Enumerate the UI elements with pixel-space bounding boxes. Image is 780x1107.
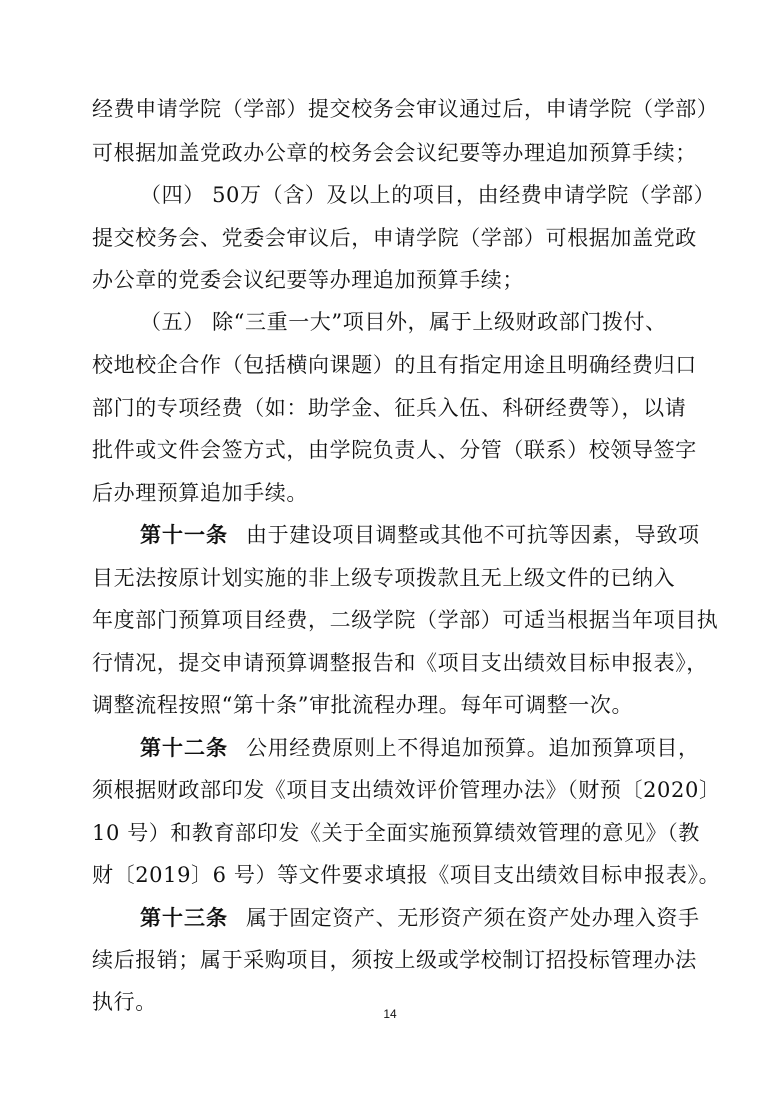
article-heading: 第十一条 — [140, 522, 228, 547]
paragraph-line: 经费申请学院（学部）提交校务会审议通过后，申请学院（学部） — [92, 97, 719, 121]
paragraph-line: 批件或文件会签方式，由学院负责人、分管（联系）校领导签字 — [92, 438, 697, 462]
paragraph-line: 年度部门预算项目经费，二级学院（学部）可适当根据当年项目执 — [92, 608, 719, 632]
paragraph-line: 财〔2019〕6 号）等文件要求填报《项目支出绩效目标申报表》。 — [92, 863, 721, 887]
article-heading: 第十三条 — [140, 905, 228, 930]
article-line — [140, 901, 700, 935]
article-text: 公用经费原则上不得追加预算。追加预算项目， — [246, 736, 700, 760]
page-number: 14 — [383, 1007, 397, 1021]
article-line — [140, 518, 700, 552]
paragraph-line: 后办理预算追加手续。 — [92, 481, 308, 505]
paragraph-line: 续后报销；属于采购项目，须按上级或学校制订招投标管理办法 — [92, 948, 697, 972]
paragraph-line: 须根据财政部印发《项目支出绩效评价管理办法》（财预〔2020〕 — [92, 778, 721, 802]
paragraph-line: 10 号）和教育部印发《关于全面实施预算绩效管理的意见》（教 — [92, 821, 700, 845]
paragraph-line: 校地校企合作（包括横向课题）的且有指定用途且明确经费归口 — [92, 353, 697, 377]
paragraph-line: 提交校务会、党委会审议后，申请学院（学部）可根据加盖党政 — [92, 226, 697, 250]
article-text: 由于建设项目调整或其他不可抗等因素，导致项 — [246, 523, 700, 547]
paragraph-line: 部门的专项经费（如：助学金、征兵入伍、科研经费等），以请 — [92, 396, 687, 420]
paragraph-line: 行情况，提交申请预算调整报告和《项目支出绩效目标申报表》， — [92, 651, 708, 675]
article-line — [140, 731, 700, 765]
paragraph-line: 调整流程按照“第十条”审批流程办理。每年可调整一次。 — [92, 693, 634, 717]
paragraph-line: 办公章的党委会议纪要等办理追加预算手续； — [92, 268, 524, 292]
paragraph-line: 执行。 — [92, 990, 157, 1014]
article-heading: 第十二条 — [140, 735, 228, 760]
paragraph-line: （五） 除“三重一大”项目外，属于上级财政部门拨付、 — [140, 310, 667, 334]
paragraph-line: 可根据加盖党政办公章的校务会会议纪要等办理追加预算手续； — [92, 141, 697, 165]
paragraph-line: （四） 50万（含）及以上的项目，由经费申请学院（学部） — [140, 183, 716, 207]
paragraph-line: 目无法按原计划实施的非上级专项拨款且无上级文件的已纳入 — [92, 566, 676, 590]
article-text: 属于固定资产、无形资产须在资产处办理入资手 — [246, 906, 700, 930]
